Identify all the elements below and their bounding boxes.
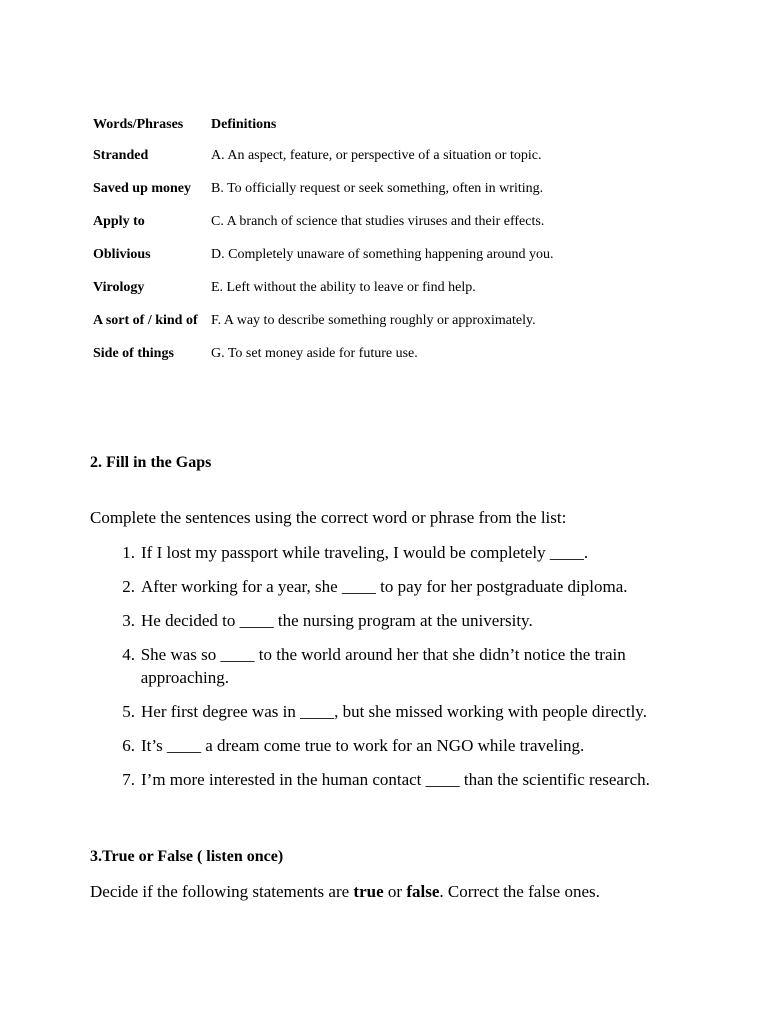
vocab-word: A sort of / kind of [93, 312, 198, 328]
word-false: false [406, 882, 440, 901]
vocab-word: Stranded [93, 147, 149, 163]
item-text: After working for a year, she ____ to pay for her postgraduate diploma. [141, 577, 628, 596]
table-row [88, 271, 559, 304]
item-number: 5. [122, 702, 135, 721]
table-row [88, 304, 559, 337]
vocabulary-table [88, 111, 559, 370]
vocab-word: Virology [93, 279, 145, 295]
section-2-heading: 2. Fill in the Gaps [90, 454, 212, 471]
table-row [88, 205, 559, 238]
item-text: He decided to ____ the nursing program at the university. [141, 611, 533, 630]
vocab-definition: A. An aspect, feature, or perspective of a situation or topic. [211, 147, 542, 163]
fill-in-gaps-list [90, 541, 690, 802]
instruction-text: Decide if the following statements are [90, 882, 354, 901]
vocab-definition: B. To officially request or seek something, often in writing. [211, 180, 544, 196]
item-number: 1. [122, 543, 135, 562]
vocab-definition: G. To set money aside for future use. [211, 345, 418, 361]
header-definitions: Definitions [211, 117, 277, 132]
item-number: 4. [122, 645, 135, 664]
vocab-definition: E. Left without the ability to leave or find help. [211, 279, 476, 295]
list-item [90, 700, 690, 723]
vocabulary-table-header [88, 111, 559, 139]
table-row [88, 337, 559, 370]
vocab-word: Side of things [93, 345, 174, 361]
vocab-word: Oblivious [93, 246, 151, 262]
item-number: 6. [122, 736, 135, 755]
vocab-definition: D. Completely unaware of something happening around you. [211, 246, 554, 262]
table-row [88, 139, 559, 172]
item-text: She was so ____ to the world around her that she didn’t notice the train approaching. [140, 645, 626, 687]
list-item [90, 541, 690, 564]
instruction-or: or [383, 882, 407, 901]
item-number: 7. [122, 770, 135, 789]
item-number: 3. [122, 611, 135, 630]
list-item [90, 768, 690, 791]
item-text: If I lost my passport while traveling, I would be completely ____. [141, 543, 589, 562]
table-row [88, 172, 559, 205]
vocab-definition: F. A way to describe something roughly or approximately. [211, 312, 536, 328]
vocab-word: Saved up money [93, 180, 192, 196]
vocab-definition: C. A branch of science that studies viruses and their effects. [211, 213, 545, 229]
header-words-phrases: Words/Phrases [93, 117, 184, 132]
item-text: I’m more interested in the human contact ____ than the scientific research. [141, 770, 650, 789]
table-row [88, 238, 559, 271]
instruction-end: . Correct the false ones. [439, 882, 600, 901]
word-true: true [353, 882, 384, 901]
list-item [90, 734, 690, 757]
item-text: Her first degree was in ____, but she missed working with people directly. [141, 702, 647, 721]
list-item [90, 609, 690, 632]
item-text: It’s ____ a dream come true to work for an NGO while traveling. [141, 736, 585, 755]
list-item [90, 575, 690, 598]
item-number: 2. [122, 577, 135, 596]
section-3-heading: 3.True or False ( listen once) [90, 848, 284, 865]
list-item [90, 643, 690, 689]
vocab-word: Apply to [93, 213, 145, 229]
section-2-instruction: Complete the sentences using the correct word or phrase from the list: [90, 508, 567, 527]
section-3-instruction [90, 882, 690, 902]
